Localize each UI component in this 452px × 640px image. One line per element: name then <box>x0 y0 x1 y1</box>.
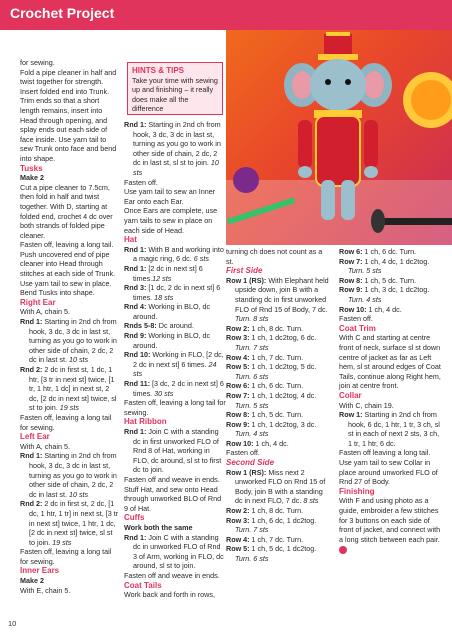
coat-tails-text: Work back and forth in rows, <box>124 590 215 600</box>
header-bar <box>0 0 452 30</box>
column-2 <box>124 120 226 600</box>
cuffs-make: Work both the same <box>124 522 193 532</box>
inner-ear-rnd1: Rnd 1: Starting in 2nd ch from hook, 3 dc, 3 dc in last st, turning as you go to work in other side of chain, 2 dc, 2 dc in last st, sl st to join. 10 sts <box>124 120 221 177</box>
second-side-row8: Row 8: 1 ch, 5 dc. Turn. <box>339 275 417 285</box>
coat-trim-heading: Coat Trim <box>339 323 376 333</box>
page-number: 10 <box>8 619 17 628</box>
right-ear-rnd2: Rnd 2: 2 dc in first st, 1 dc, 1 htr, [3 tr in next st] twice, [1 tr, 1 htr, 1 dc] in next st, 2 dc, [2 dc in next st] twice, sl st to join. 19 sts <box>20 365 117 413</box>
right-ear-end: Fasten off, leaving a long tail for sewing. <box>20 412 112 432</box>
left-ear-rnd1: Rnd 1: Starting in 2nd ch from hook, 3 dc, 3 dc in last st, turning as you go to work in other side of chain, 2 dc, 2 dc in last st. 10 sts <box>20 451 117 499</box>
inner-ears-with: With E, chain 5. <box>20 585 71 595</box>
first-side-row2: Row 2: 1 ch, 8 dc. Turn. <box>226 323 304 333</box>
hints-tips-box <box>127 62 223 115</box>
section-title: Crochet Project <box>10 5 115 21</box>
first-side-row6: Row 6: 1 ch, 6 dc. Turn. <box>226 381 304 391</box>
second-side-row3: Row 3: 1 ch, 6 dc, 1 dc2tog. Turn. 7 sts <box>226 515 317 535</box>
second-side-row5: Row 5: 1 ch, 5 dc, 1 dc2tog. Turn. 6 sts <box>226 544 317 563</box>
left-ear-with: With A, chain 5. <box>20 441 70 451</box>
left-ear-end: Fasten off, leaving a long tail for sewing. <box>20 547 112 566</box>
first-side-row9: Row 9: 1 ch, 1 dc2tog, 3 dc. Turn. 4 sts <box>226 419 317 439</box>
intro-text: for sewing. Fold a pipe cleaner in half and twist together for strength. Insert folded end into Trunk. Trim ends so that a short length remains, insert into Head through opening, and splay ends out each side of face inside. Use yarn tail to sew Trunk onto face and bend into shape. <box>20 58 117 163</box>
collar-heading: Collar <box>339 390 362 400</box>
hat-rnd10: Rnd 10: Working in FLO, [2 dc, 2 dc in next st] 6 times. 24 sts <box>124 350 224 379</box>
coat-tails-heading: Coat Tails <box>124 580 162 590</box>
cuffs-heading: Cuffs <box>124 513 145 523</box>
hat-rnd1: Rnd 1: With B and working into a magic ring, 6 dc. 6 sts <box>124 244 224 264</box>
hat-rnd2: Rnd 1: [2 dc in next st] 6 times.12 sts <box>124 263 203 283</box>
first-side-row5: Row 5: 1 ch, 1 dc2tog, 5 dc. Turn. 6 sts <box>226 362 317 381</box>
second-side-row7: Row 7: 1 ch, 4 dc, 1 dc2tog. Turn. 5 sts <box>339 256 430 276</box>
first-side-row10: Row 10: 1 ch, 4 dc. <box>226 438 289 448</box>
tusks-heading: Tusks <box>20 163 43 173</box>
inner-ears-heading: Inner Ears <box>20 566 60 576</box>
column-4 <box>339 247 445 554</box>
first-side-row7: Row 7: 1 ch, 1 dc2tog, 4 dc. Turn. 5 sts <box>226 390 317 410</box>
second-side-row10: Row 10: 1 ch, 4 dc. <box>339 304 402 314</box>
first-side-row1: Row 1 (RS): With Elephant held upside down, join B with a standing dc in first unworked FLO of Rnd 15 of Body, 7 dc. Turn. 8 sts <box>226 275 329 324</box>
collar-with: With C, chain 19. <box>339 400 394 410</box>
left-ear-rnd2: Rnd 2: 2 dc in first st, 2 dc, [1 dc, 1 htr, 1 tr] in next st, [3 tr in next st] twice, 1 htr, 1 dc, [2 dc in next st] twice, sl st to join. 19 sts <box>20 499 119 547</box>
hat-rnd11: Rnd 11: [3 dc, 2 dc in next st] 6 times. 30 sts <box>124 379 224 398</box>
second-side-row4: Row 4: 1 ch, 7 dc. Turn. <box>226 534 304 544</box>
hat-ribbon-heading: Hat Ribbon <box>124 417 167 427</box>
elephant-illustration <box>226 30 452 245</box>
cuffs-rnd1: Rnd 1: Join C with a standing dc in unworked FLO of Rnd 3 of Arm, working in FLO, dc around, sl st to join. <box>124 532 224 571</box>
inner-ear-text: Fasten off. Use yarn tail to sew an Inner Ear onto each Ear. Once Ears are complete, use yarn tails to sew in place on each side of Head. <box>124 177 218 235</box>
tips-heading: HINTS & TIPS <box>132 66 185 75</box>
coat-trim-text: With C and starting at centre front of neck, surface sl st down centre of jacket as far as Left hem, sl st around edges of Coat Tails, continue along Right hem, join at centre front. <box>339 333 441 391</box>
right-ear-rnd1: Rnd 1: Starting in 2nd ch from hook, 3 dc, 3 dc in last st, turning as you go to work in other side of chain, 2 dc, 2 dc in last st. 10 sts <box>20 317 117 365</box>
finishing-text: With F and using photo as a guide, embroider a few stitches for 3 buttons on each side of front of jacket, and connect with a long stitch between each pair. <box>339 496 445 554</box>
inner-ears-make: Make 2 <box>20 576 44 586</box>
hat-ribbon-rnd1: Rnd 1: Join C with a standing dc in first unworked FLO of Rnd 8 of Hat, working in FLO, dc around, sl st to first dc to join. <box>124 427 222 475</box>
coat-tails-intro: turning ch does not count as a st. <box>226 247 323 266</box>
hat-ribbon-end: Fasten off and weave in ends. Stuff Hat, and sew onto Head through unworked BLO of Rnd 9 of Hat. <box>124 474 222 513</box>
second-side-end: Fasten off. <box>339 314 373 324</box>
second-side-row6: Row 6: 1 ch, 6 dc. Turn. <box>339 247 417 256</box>
hat-rnd9: Rnd 9: Working in BLO, dc around. <box>124 331 211 350</box>
left-ear-heading: Left Ear <box>20 432 50 442</box>
finishing-heading: Finishing <box>339 486 375 496</box>
right-ear-heading: Right Ear <box>20 297 56 307</box>
hat-end: Fasten off, leaving a long tail for sewing. <box>124 398 226 417</box>
first-side-row3: Row 3: 1 ch, 1 dc2tog, 6 dc. Turn. 7 sts <box>226 333 317 352</box>
tips-text: Take your time with sewing up and finishing – it really does make all the difference <box>132 76 218 114</box>
hat-rnd3: Rnd 3: [1 dc, 2 dc in next st] 6 times. 18 sts <box>124 283 221 302</box>
column-1 <box>20 58 120 595</box>
first-side-end: Fasten off. <box>226 448 260 458</box>
second-side-row1: Row 1 (RS): Miss next 2 unworked FLO on Rnd 15 of Body, join B with a standing dc in next FLO, 7 dc. 8 sts <box>226 467 326 506</box>
tusks-text: Cut a pipe cleaner to 7.5cm, then fold in half and twist together. With D, starting at folded end, crochet 4 dc over both strands of folded pipe cleaner. Fasten off, leaving a long tail. Push uncovered end of pipe cleaner into Head through stitches at each side of Trunk. Use yarn tail to sew in place. Bend Tusks into shape. <box>20 182 116 298</box>
crochet-elephant-photo <box>226 30 452 245</box>
end-mark-icon <box>339 546 347 554</box>
right-ear-with: With A, chain 5. <box>20 307 70 317</box>
column-3 <box>226 247 330 564</box>
second-side-heading: Second Side <box>226 458 275 468</box>
collar-row1: Row 1: Starting in 2nd ch from hook, 6 dc, 1 htr, 1 tr, 3 ch, sl st in each of next 2 sts, 3 ch, 1 tr, 1 htr, 6 dc. <box>339 410 440 448</box>
cuffs-end: Fasten off and weave in ends. <box>124 570 220 580</box>
second-side-row2: Row 2: 1 ch, 8 dc. Turn. <box>226 506 304 516</box>
first-side-row4: Row 4: 1 ch, 7 dc. Turn. <box>226 352 304 362</box>
hat-rnd5-8: Rnds 5-8: Dc around. <box>124 321 194 331</box>
tusks-make: Make 2 <box>20 173 44 183</box>
first-side-row8: Row 8: 1 ch, 5 dc. Turn. <box>226 410 304 420</box>
collar-end: Fasten off leaving a long tail. Use yarn tail to sew Collar in place around unworked FLO of Rnd 27 of Body. <box>339 448 438 487</box>
first-side-heading: First Side <box>226 266 263 276</box>
hat-heading: Hat <box>124 235 137 245</box>
hat-rnd4: Rnd 4: Working in BLO, dc around. <box>124 302 211 321</box>
second-side-row9: Row 9: 1 ch, 3 dc, 1 dc2tog. Turn. 4 sts <box>339 285 430 304</box>
